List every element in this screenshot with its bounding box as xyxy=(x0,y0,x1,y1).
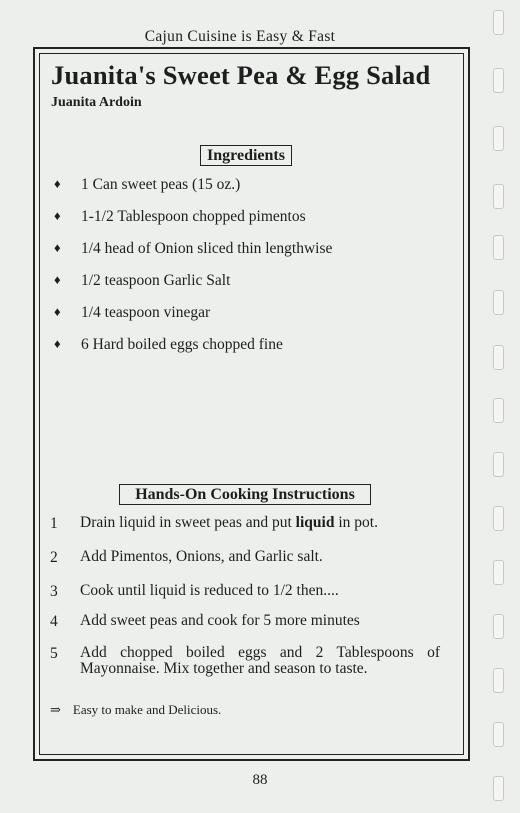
binder-tab xyxy=(493,290,504,315)
step-number: 4 xyxy=(50,613,58,630)
step-number: 2 xyxy=(50,549,58,566)
step-text-part: Drain liquid in sweet peas and put xyxy=(80,514,296,531)
diamond-bullet-icon: ♦ xyxy=(54,336,61,351)
step-text: Add Pimentos, Onions, and Garlic salt. xyxy=(80,548,323,565)
step-text: Add sweet peas and cook for 5 more minutes xyxy=(80,612,360,629)
binder-tab xyxy=(493,668,504,693)
step-number: 5 xyxy=(50,645,58,662)
ingredient-text: 1-1/2 Tablespoon chopped pimentos xyxy=(81,208,306,225)
binder-tab xyxy=(493,398,504,423)
step-text: Add chopped boiled eggs and 2 Tablespoons of Mayonnaise. Mix together and season to taste. xyxy=(80,644,440,677)
ingredient-text: 1 Can sweet peas (15 oz.) xyxy=(81,176,241,193)
recipe-title: Juanita's Sweet Pea & Egg Salad xyxy=(51,60,431,90)
diamond-bullet-icon: ♦ xyxy=(54,272,61,287)
binder-tab xyxy=(493,722,504,747)
ingredients-heading: Ingredients xyxy=(200,145,292,166)
tip-note xyxy=(50,702,221,718)
diamond-bullet-icon: ♦ xyxy=(54,208,61,223)
step-text-bold: liquid xyxy=(295,514,335,531)
binder-tab xyxy=(493,776,504,801)
binder-tab xyxy=(493,452,504,477)
step-number: 1 xyxy=(50,515,58,532)
double-arrow-icon: ⇒ xyxy=(50,702,61,717)
binder-tab xyxy=(493,10,504,35)
binder-tab xyxy=(493,126,504,151)
binder-tab xyxy=(493,184,504,209)
binder-tab xyxy=(493,345,504,370)
recipe-author: Juanita Ardoin xyxy=(51,95,142,110)
ingredient-text: 1/4 teaspoon vinegar xyxy=(81,304,211,321)
step-text xyxy=(80,515,440,531)
running-header: Cajun Cuisine is Easy & Fast xyxy=(144,28,336,45)
ingredient-text: 1/2 teaspoon Garlic Salt xyxy=(81,272,231,289)
binder-tab xyxy=(493,560,504,585)
tip-text: Easy to make and Delicious. xyxy=(72,702,222,717)
diamond-bullet-icon: ♦ xyxy=(54,304,61,319)
binder-tab xyxy=(493,506,504,531)
ingredient-text: 1/4 head of Onion sliced thin lengthwise xyxy=(81,240,333,257)
step-number: 3 xyxy=(50,583,58,600)
step-text-part: in pot. xyxy=(334,514,378,531)
binder-tab xyxy=(493,68,504,93)
page-number: 88 xyxy=(252,772,268,788)
binder-tab xyxy=(493,235,504,260)
step-text: Cook until liquid is reduced to 1/2 then.... xyxy=(80,582,339,599)
binder-tab xyxy=(493,614,504,639)
diamond-bullet-icon: ♦ xyxy=(54,176,61,191)
diamond-bullet-icon: ♦ xyxy=(54,240,61,255)
ingredient-text: 6 Hard boiled eggs chopped fine xyxy=(81,336,283,353)
instructions-heading: Hands-On Cooking Instructions xyxy=(119,484,371,505)
